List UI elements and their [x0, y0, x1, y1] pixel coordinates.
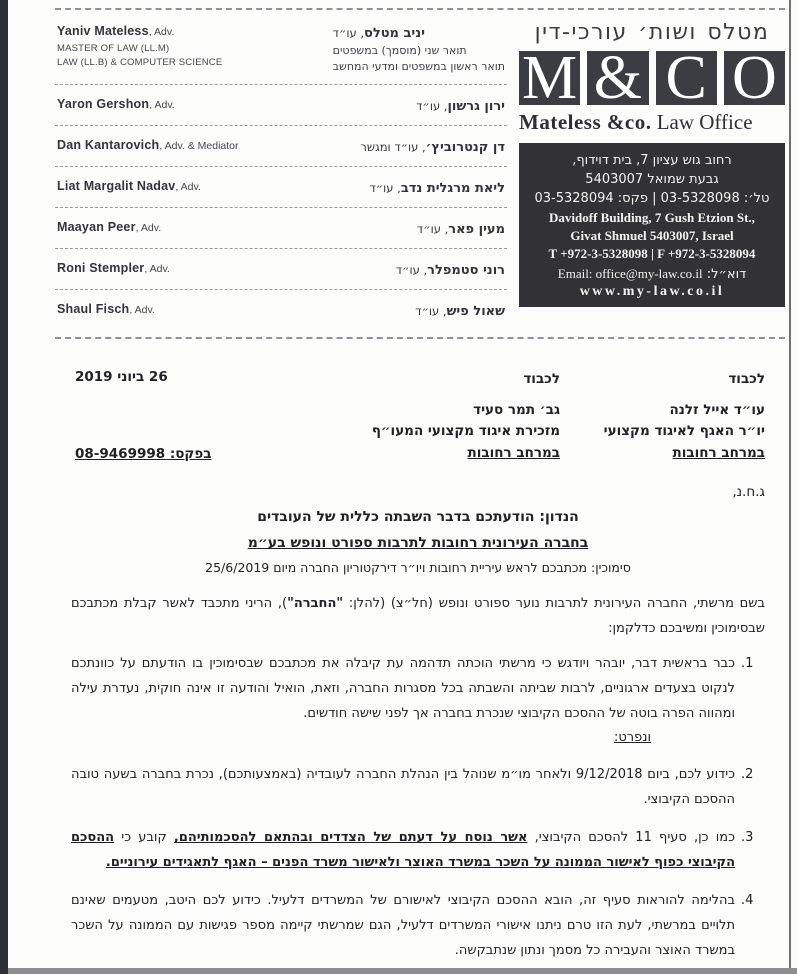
recipient-name: גב׳ תמר סעיד	[473, 401, 560, 418]
attorney-name: Maayan Peer	[57, 220, 136, 234]
logo-letter: O	[731, 51, 777, 105]
paragraph-4	[71, 888, 765, 963]
attorney-name: ירון גרשון	[447, 99, 505, 114]
subject-line1: הנדון: הודעתכם בדבר השבתה כללית של העובדים	[257, 509, 579, 526]
recipient-role: מזכירת איגוד מקצועי המעו״ף	[371, 423, 560, 440]
intro-text: בשם מרשתי, החברה העירונית לתרבות נוער ספורט ונופש (חל״צ) (להלן:	[343, 596, 765, 612]
attorney-credential: MASTER OF LAW (LL.M)	[57, 43, 170, 54]
address-hebrew-line1: רחוב גוש עציון 7, בית דוידוף,	[572, 153, 732, 168]
firm-brand-column	[507, 10, 785, 307]
address-hebrew-line2: גבעת שמואל 5403007	[585, 171, 719, 187]
contact-box	[519, 143, 785, 307]
reference-line: סימוכין: מכתבכם לראש עיריית רחובות ויו״ר דירקטוריון החברה מיום 25/6/2019	[205, 560, 631, 576]
paragraph-number: 4.	[741, 893, 754, 909]
attorney-name: יניב מטלס	[364, 26, 425, 41]
intro-text: ), הריני מתכבד לאשר קבלת מכתבכם שבסימוכין ומשיבכם כדלקמן:	[71, 596, 765, 637]
letter-body	[55, 369, 785, 963]
firm-hebrew-title: מטלס ושות׳ עורכי-דין	[534, 20, 770, 45]
numbered-paragraphs	[71, 651, 765, 963]
attorney-title: , Adv.	[129, 304, 155, 316]
paragraph-text: קובע כי	[114, 830, 174, 846]
attorney-name-en	[57, 22, 222, 68]
recipient-role: יו״ר האגף לאיגוד מקצועי	[603, 423, 765, 440]
intro-paragraph	[71, 591, 765, 641]
attorney-title: , עו״ד	[369, 181, 401, 195]
email-line	[523, 266, 781, 282]
letterhead	[55, 10, 785, 339]
attorney-name: שאול פיש	[446, 304, 505, 319]
attorney-credential: תואר ראשון במשפטים ומדעי המחשב	[332, 60, 505, 73]
attorney-name: Roni Stempler	[57, 261, 145, 275]
address-english-line1: Davidoff Building, 7 Gush Etzion St.,	[549, 209, 755, 225]
logo-letter: M	[522, 51, 578, 105]
date-column	[71, 369, 245, 464]
scan-right-edge	[789, 0, 791, 974]
attorney-row	[55, 208, 507, 249]
attorney-row	[55, 167, 507, 208]
subject-line2: בחברה העירונית רחובות לתרבות ספורט ונופש בע״מ	[247, 535, 589, 552]
scan-left-edge	[0, 0, 8, 974]
emphasized-text: אשר נוסח על דעתם של הצדדים ובהתאם להסכמותיהם,	[173, 830, 528, 846]
firm-name-en: Mateless &co.	[519, 110, 652, 134]
attorney-name: Shaul Fisch	[57, 302, 130, 316]
paragraph-number: 1.	[741, 656, 754, 672]
page-content	[55, 0, 785, 974]
recipient-block-2	[245, 369, 560, 464]
attorney-title: , Adv.	[149, 99, 175, 111]
attorney-title: , Adv.	[135, 222, 162, 234]
email-address: Email: office@my-law.co.il	[557, 266, 703, 282]
attorney-row	[55, 126, 507, 167]
attorney-title: , עו״ד	[415, 304, 447, 318]
paragraph-text: כידוע לכם, ביום 9/12/2018 ולאחר מו״מ שנוהל בין הנהלת החברה לעובדיה (באמצעותכם), נכרת בחברה בשעה טובה ההסכם הקיבוצי.	[71, 767, 735, 808]
address-english-line2: Givat Shmuel 5403007, Israel	[570, 227, 734, 243]
attorney-title: , עו״ד	[332, 26, 365, 40]
paragraph-2	[71, 762, 765, 812]
attorney-title: , עו״ד ומגשר	[360, 140, 426, 154]
paragraph-number: 3.	[741, 830, 754, 846]
attorney-name: דן קנטרוביץ׳	[425, 140, 505, 155]
logo-letter-block	[724, 51, 785, 105]
attorney-name: רוני סטמפלר	[427, 263, 505, 278]
paragraph-text: בהלימה להוראות סעיף זה, הובא ההסכם הקיבוצי לאישורם של המשרדים דלעיל. כידוע לכם היטב, מטעמים שאינם תלויים במרשתי, לעת הזו טרם ניתנו אישורי המשרדים דלעיל, הגם שמרשתי קיימה מספר פגישות עם הממונה על השכר במשרד האוצר והעבירה כל מסמך ונתון שנתבקשה.	[71, 893, 735, 959]
recipient-region: במרחב רחובות	[672, 444, 765, 461]
attorney-title: , עו״ד	[416, 222, 449, 236]
attorney-name: Yaniv Mateless	[57, 24, 149, 38]
attorney-row	[55, 12, 507, 85]
firm-type: Law Office	[651, 110, 753, 134]
attorney-name: מעין פאר	[448, 222, 505, 237]
attorney-row	[55, 290, 507, 333]
recipient-block-1	[560, 369, 765, 464]
logo-letter: C	[665, 51, 707, 105]
paragraph-1	[71, 651, 765, 749]
attorney-title: , עו״ד	[416, 99, 448, 113]
paragraph-tail-text: ונפרט:	[613, 730, 651, 746]
logo-letter-block	[587, 51, 648, 105]
attorney-credential: תואר שני (מוסמך) במשפטים	[332, 44, 467, 57]
phone-fax-english: T +972-3-5328098 | F +972-3-5328094	[548, 245, 756, 261]
attorney-list	[55, 10, 507, 333]
subject-block	[71, 504, 765, 575]
logo-letter-block	[519, 51, 580, 105]
firm-logo	[519, 51, 785, 105]
paragraph-tail	[71, 727, 735, 749]
attorney-row	[55, 249, 507, 290]
greeting: ג.ח.נ,	[732, 484, 765, 501]
company-shorthand: "החברה"	[287, 596, 344, 612]
recipient-region: במרחב רחובות	[467, 444, 560, 461]
attorney-name-he	[333, 22, 505, 73]
letter-date: 26 ביוני 2019	[75, 369, 168, 385]
paragraph-text: כמו כן, סעיף 11 להסכם הקיבוצי,	[527, 830, 735, 846]
logo-letter: &	[593, 51, 642, 105]
email-label: דוא״ל:	[706, 267, 747, 283]
attorney-credential: LAW (LL.B) & COMPUTER SCIENCE	[57, 57, 223, 68]
attorney-title: , Adv.	[175, 181, 201, 193]
recipients-and-date	[71, 369, 765, 464]
attorney-name: Dan Kantarovich	[57, 138, 160, 152]
paragraph-text: כבר בראשית דבר, יובהר ויודגש כי מרשתי הוכתה תדהמה עת קיבלה את מכתבכם שבסימוכין בו הודעתם על כוונתכם לנקוט בצעדים ארגוניים, לרבות שביתה והשבתה בכל מסגרות החברה, וזאת, הואיל והודעה זו אינה חוקית, נעדרת עילה ומהווה הפרה בוטה של ההסכם הקיבוצי שנכרת בחברה אך לפני שישה חודשים.	[71, 656, 735, 722]
attorney-row	[55, 85, 507, 126]
paragraph-3	[71, 825, 765, 875]
attorney-title: , עו״ד	[395, 263, 428, 277]
phone-fax-hebrew: טל׳: 03-5328098 | פקס: 03-5328094	[534, 190, 770, 206]
paragraph-number: 2.	[741, 767, 754, 783]
emphasized-text: ההסכם הקיבוצי כפוף לאישור הממונה על השכר במשרד האוצר ולאישור משרד הפנים – האגף לתאגידים עירוניים.	[71, 830, 735, 871]
attorney-title: , Adv.	[148, 26, 175, 38]
salutation: לכבוד	[523, 371, 560, 387]
attorney-name: ליאת מרגלית נדב	[400, 181, 505, 196]
attorney-name: Liat Margalit Nadav	[57, 179, 176, 193]
recipient-name: עו״ד אייל זלנה	[669, 401, 765, 418]
firm-tagline	[519, 110, 785, 135]
logo-letter-block	[656, 51, 717, 105]
attorney-title: , Adv.	[144, 263, 170, 275]
website-url: www.my-law.co.il	[579, 284, 725, 300]
fax-number-line: בפקס: 08-9469998	[75, 446, 212, 463]
salutation: לכבוד	[728, 371, 765, 387]
attorney-title: , Adv. & Mediator	[159, 140, 239, 152]
attorney-name: Yaron Gershon	[57, 97, 150, 111]
